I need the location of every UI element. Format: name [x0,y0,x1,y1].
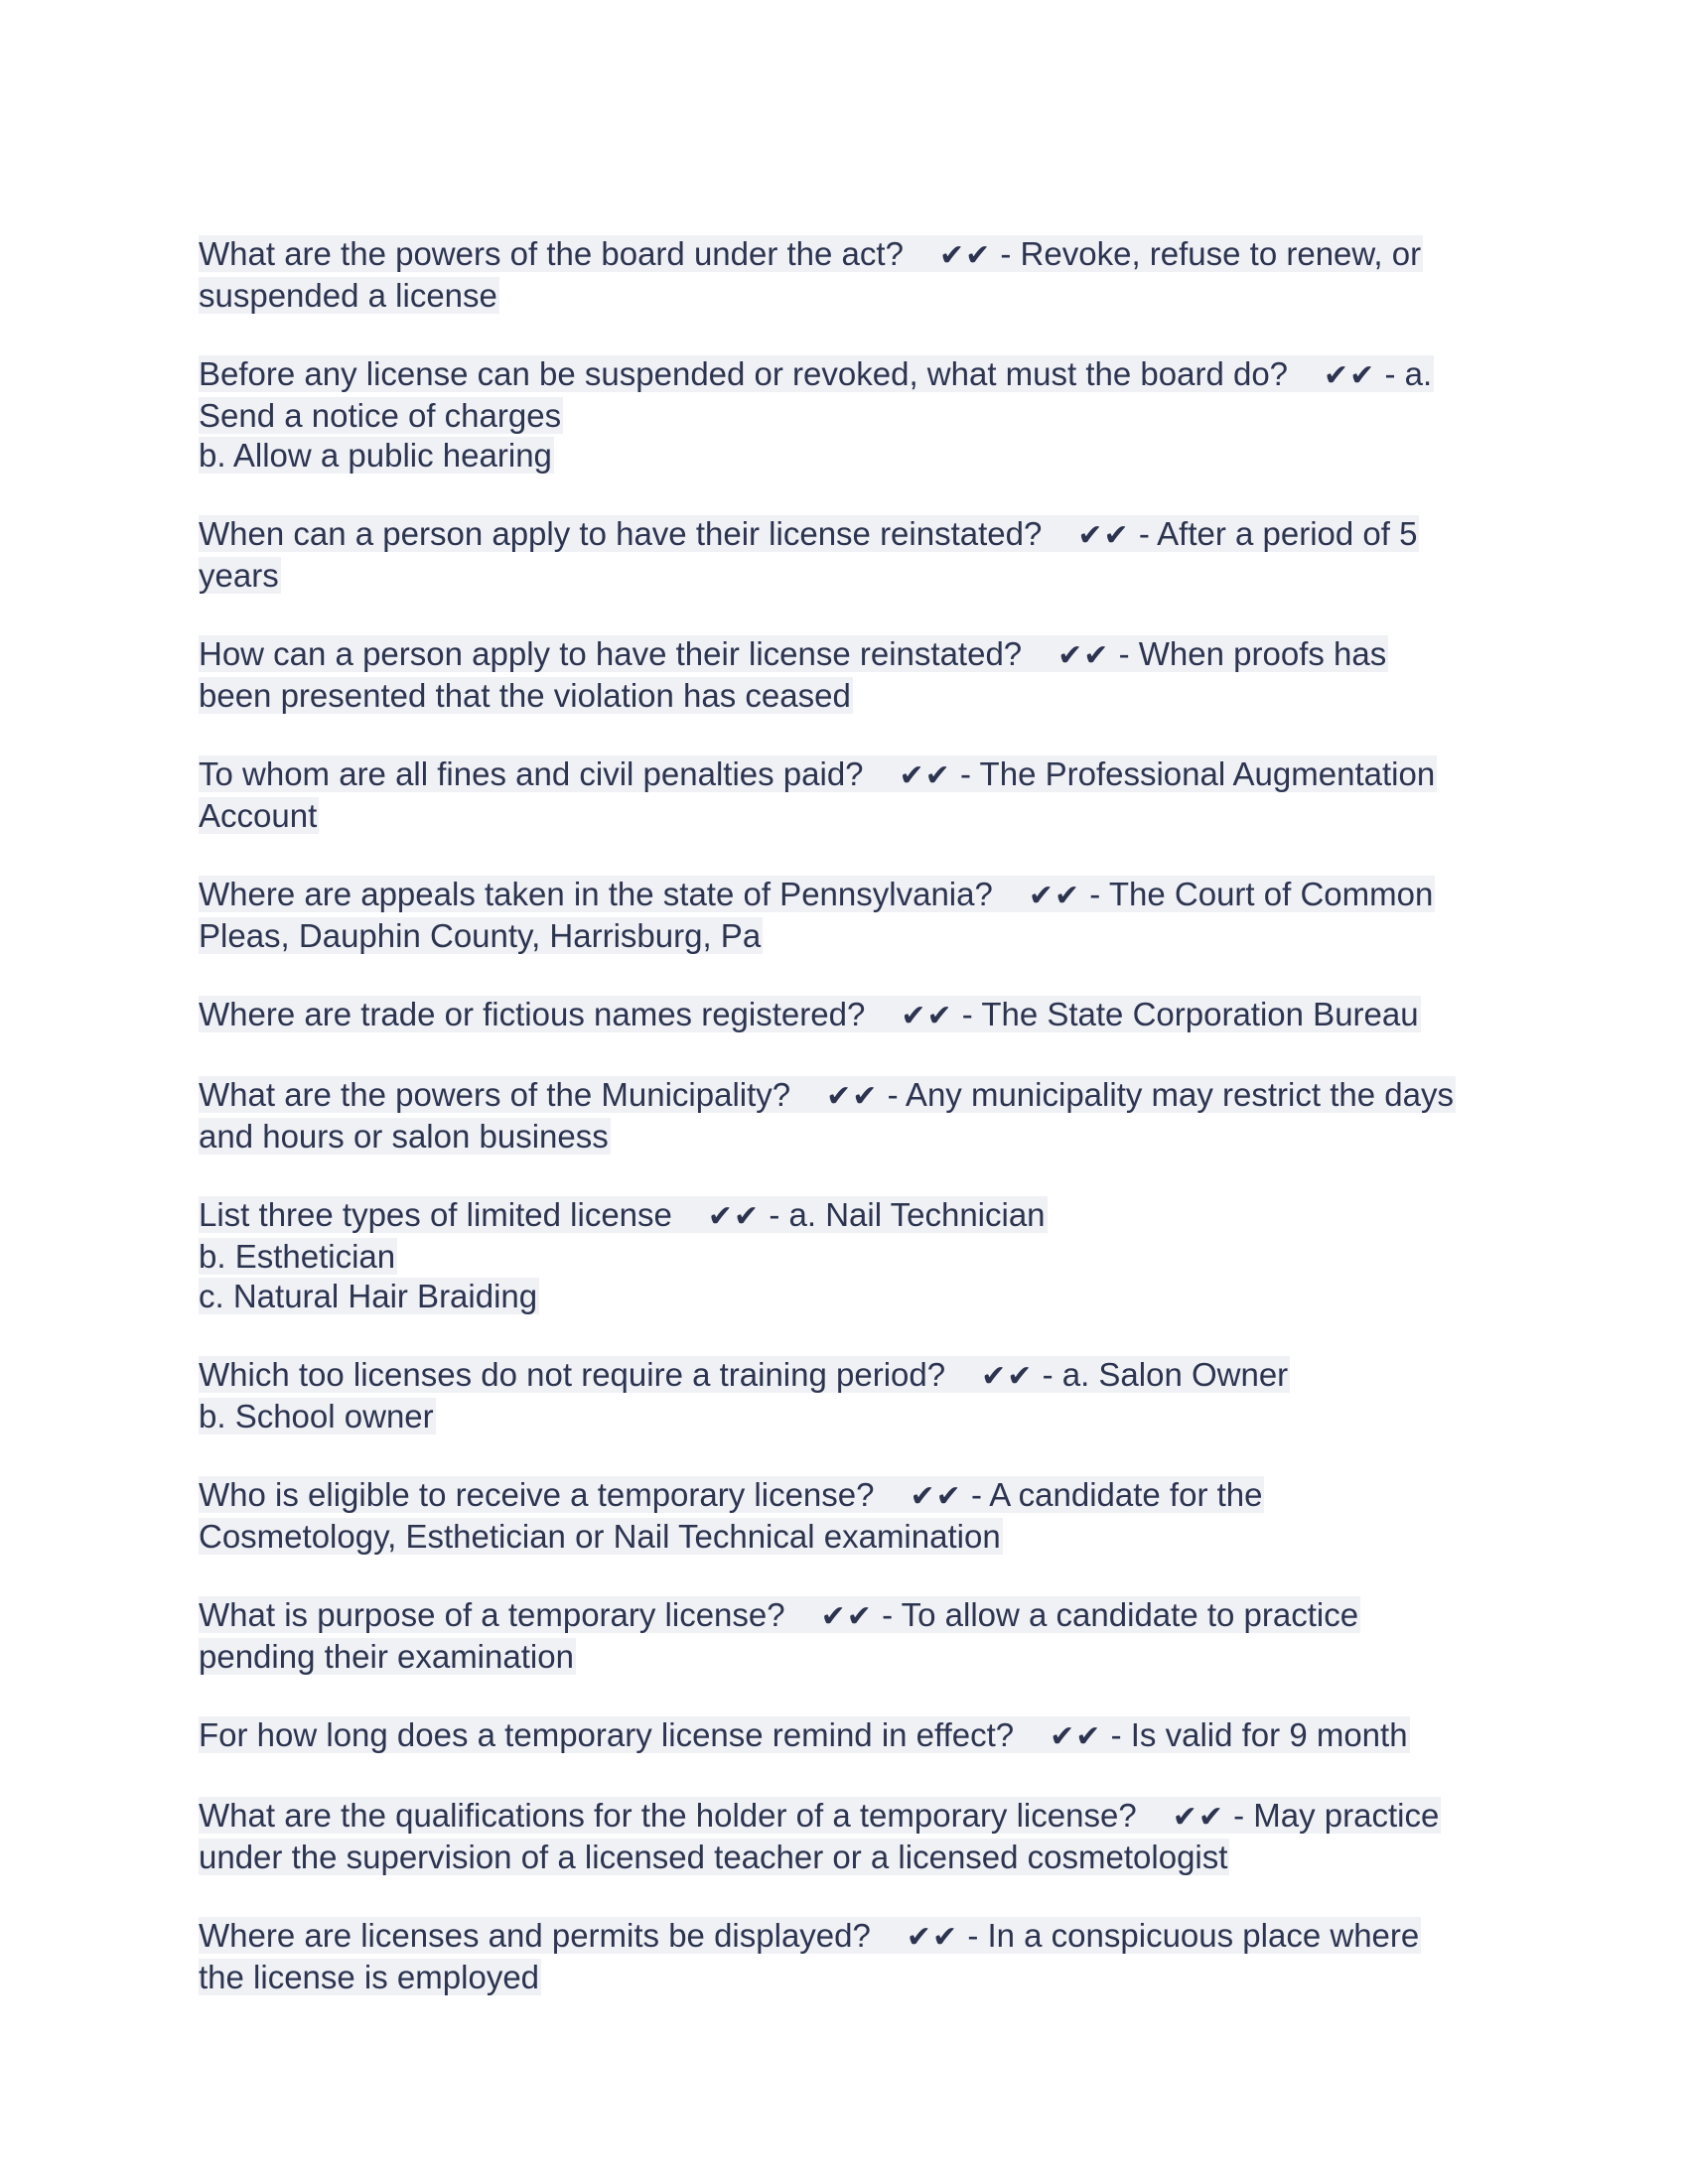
question-text: When can a person apply to have their license reinstated? [199,515,1043,552]
answer-text: - Is valid for 9 month [1110,1716,1408,1753]
answer-text: been presented that the violation has ceased [199,677,851,714]
qa-item [199,1595,1509,1677]
answer-text: Send a notice of charges [199,397,562,434]
qa-item [199,1916,1509,1997]
answer-text: Account [199,797,318,834]
question-line [199,1796,1509,1838]
highlighted-text [199,755,1437,792]
double-check-icon: ✔✔ [1172,1800,1224,1835]
answer-text: b. Allow a public hearing [199,437,552,474]
double-check-icon: ✔✔ [820,1599,873,1634]
double-check-icon: ✔✔ [938,238,992,273]
question-line [199,1355,1509,1397]
double-check-icon: ✔✔ [707,1199,761,1234]
highlighted-text [199,876,1435,912]
qa-item [199,1715,1509,1757]
highlighted-text [199,437,554,474]
qa-item [199,514,1509,596]
qa-item [199,354,1509,476]
question-text: What are the powers of the Municipality? [199,1076,791,1113]
qa-item [199,1475,1509,1557]
highlighted-text [199,1716,1410,1753]
double-check-icon: ✔✔ [826,1079,879,1114]
question-line [199,634,1509,676]
qa-item [199,875,1509,956]
question-line [199,354,1509,396]
answer-continuation-line [199,1117,1509,1157]
question-text: What is purpose of a temporary license? [199,1596,785,1633]
qa-item [199,995,1509,1036]
double-check-icon: ✔✔ [1050,1719,1102,1754]
answer-text: c. Natural Hair Braiding [199,1278,538,1314]
highlighted-text [199,1356,1290,1393]
answer-text: - The State Corporation Bureau [961,996,1419,1032]
highlighted-text [199,1518,1003,1555]
double-check-icon: ✔✔ [1028,879,1081,913]
highlighted-text [199,1638,576,1675]
answer-text: - a. [1384,355,1433,392]
question-line [199,1075,1509,1117]
answer-text: under the supervision of a licensed teacher or a licensed cosmetologist [199,1839,1228,1875]
answer-continuation-line [199,916,1509,956]
answer-text: - A candidate for the [970,1476,1263,1513]
answer-text: b. School owner [199,1398,434,1434]
double-check-icon: ✔✔ [899,758,951,793]
answer-text: b. Esthetician [199,1238,396,1275]
question-line [199,875,1509,916]
question-text: List three types of limited license [199,1196,672,1233]
answer-continuation-line [199,276,1509,316]
answer-text: - The Professional Augmentation [960,755,1436,792]
question-text: Who is eligible to receive a temporary license? [199,1476,875,1513]
highlighted-text [199,277,499,314]
question-line [199,754,1509,796]
qa-item [199,234,1509,316]
answer-continuation-line [199,1637,1509,1677]
qa-item [199,1355,1509,1436]
answer-continuation-line [199,556,1509,596]
answer-text: pending their examination [199,1638,574,1675]
double-check-icon: ✔✔ [1057,638,1110,673]
highlighted-text [199,1278,539,1314]
answer-continuation-line [199,436,1509,476]
answer-continuation-line [199,1838,1509,1877]
qa-item [199,754,1509,836]
answer-text: - In a conspicuous place where [967,1917,1420,1954]
highlighted-text [199,355,1434,392]
question-text: For how long does a temporary license remind in effect? [199,1716,1015,1753]
answer-continuation-line [199,1237,1509,1277]
answer-text: suspended a license [199,277,497,314]
answer-continuation-line [199,1277,1509,1316]
answer-text: - May practice [1233,1797,1440,1834]
answer-text: Cosmetology, Esthetician or Nail Technical examination [199,1518,1001,1555]
answer-text: - When proofs has [1118,635,1387,672]
highlighted-text [199,1797,1441,1834]
highlighted-text [199,1118,611,1155]
highlighted-text [199,996,1421,1032]
qa-list [199,234,1509,2036]
qa-item [199,634,1509,716]
answer-text: and hours or salon business [199,1118,609,1155]
question-line [199,1916,1509,1958]
question-line [199,514,1509,556]
highlighted-text [199,235,1423,272]
question-text: To whom are all fines and civil penalties paid? [199,755,864,792]
answer-text: - To allow a candidate to practice [882,1596,1359,1633]
highlighted-text [199,397,563,434]
double-check-icon: ✔✔ [901,999,953,1033]
highlighted-text [199,1917,1421,1954]
qa-item [199,1796,1509,1877]
answer-text: Pleas, Dauphin County, Harrisburg, Pa [199,917,762,954]
answer-text: - The Court of Common [1089,876,1434,912]
qa-item [199,1075,1509,1157]
highlighted-text [199,515,1419,552]
double-check-icon: ✔✔ [1324,358,1376,393]
answer-continuation-line [199,796,1509,836]
highlighted-text [199,1596,1360,1633]
answer-continuation-line [199,396,1509,436]
question-text: What are the qualifications for the holder of a temporary license? [199,1797,1137,1834]
question-line [199,1475,1509,1517]
double-check-icon: ✔✔ [910,1479,962,1514]
highlighted-text [199,1196,1048,1233]
question-text: How can a person apply to have their license reinstated? [199,635,1023,672]
answer-text: years [199,557,279,594]
question-text: Where are licenses and permits be displayed? [199,1917,871,1954]
double-check-icon: ✔✔ [1077,518,1130,553]
double-check-icon: ✔✔ [981,1359,1034,1394]
highlighted-text [199,797,319,834]
question-text: Before any license can be suspended or revoked, what must the board do? [199,355,1289,392]
question-line [199,1595,1509,1637]
question-text: Where are trade or fictious names registered? [199,996,866,1032]
highlighted-text [199,635,1388,672]
highlighted-text [199,1839,1229,1875]
double-check-icon: ✔✔ [906,1920,959,1955]
answer-text: - a. Nail Technician [769,1196,1046,1233]
question-line [199,234,1509,276]
answer-continuation-line [199,1517,1509,1557]
answer-text: - a. Salon Owner [1042,1356,1289,1393]
highlighted-text [199,1959,541,1995]
question-text: Which too licenses do not require a training period? [199,1356,946,1393]
highlighted-text [199,1476,1264,1513]
answer-continuation-line [199,1958,1509,1997]
highlighted-text [199,1076,1456,1113]
question-line [199,1715,1509,1757]
highlighted-text [199,1238,397,1275]
question-line [199,995,1509,1036]
question-text: Where are appeals taken in the state of Pennsylvania? [199,876,993,912]
highlighted-text [199,677,853,714]
question-line [199,1195,1509,1237]
qa-item [199,1195,1509,1316]
answer-text: - After a period of 5 [1138,515,1418,552]
highlighted-text [199,557,281,594]
answer-text: the license is employed [199,1959,540,1995]
highlighted-text [199,1398,436,1434]
answer-continuation-line [199,1397,1509,1436]
highlighted-text [199,917,763,954]
question-text: What are the powers of the board under the act? [199,235,904,272]
answer-text: - Revoke, refuse to renew, or [1000,235,1422,272]
answer-text: - Any municipality may restrict the days [887,1076,1454,1113]
answer-continuation-line [199,676,1509,716]
